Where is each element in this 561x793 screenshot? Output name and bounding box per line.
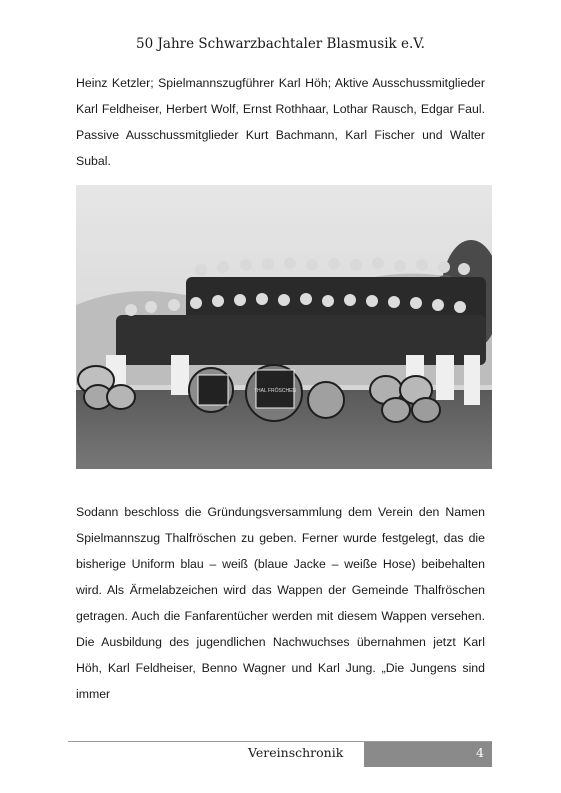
page-number: 4 xyxy=(476,745,484,760)
page-header-title: 50 Jahre Schwarzbachtaler Blasmusik e.V. xyxy=(136,36,425,52)
group-photo xyxy=(76,185,492,469)
drum-banner-label: THAL FRÖSCHEN xyxy=(253,388,297,394)
footer-section-title: Vereinschronik xyxy=(248,745,344,760)
paragraph-committee-members: Heinz Ketzler; Spielmannszugführer Karl Höh; Aktive Ausschussmitglieder Karl Feldheiser, Herbert Wolf, Ernst Rothhaar, Lothar Rausch, Edgar Faul. Passive Ausschussmitglieder Kurt Bachmann, Karl Fischer und Walter Subal. xyxy=(76,76,485,168)
footer-page-box xyxy=(364,742,492,767)
paragraph-founding-assembly: Sodann beschloss die Gründungsversammlung dem Verein den Namen Spielmannszug Thalfröschen zu geben. Ferner wurde festgelegt, das die bisherige Uniform blau – weiß (blaue Jacke – weiße Hose) beibehalten wird. Als Ärmelabzeichen wird das Wappen der Gemeinde Thalfröschen getragen. Auch die Fanfarentücher werden mit diesem Wappen versehen. Die Ausbildung des jugendlichen Nachwuchses übernahmen jetzt Karl Höh, Karl Feldheiser, Benno Wagner und Karl Jung. „Die Jungens sind immer xyxy=(76,505,485,701)
